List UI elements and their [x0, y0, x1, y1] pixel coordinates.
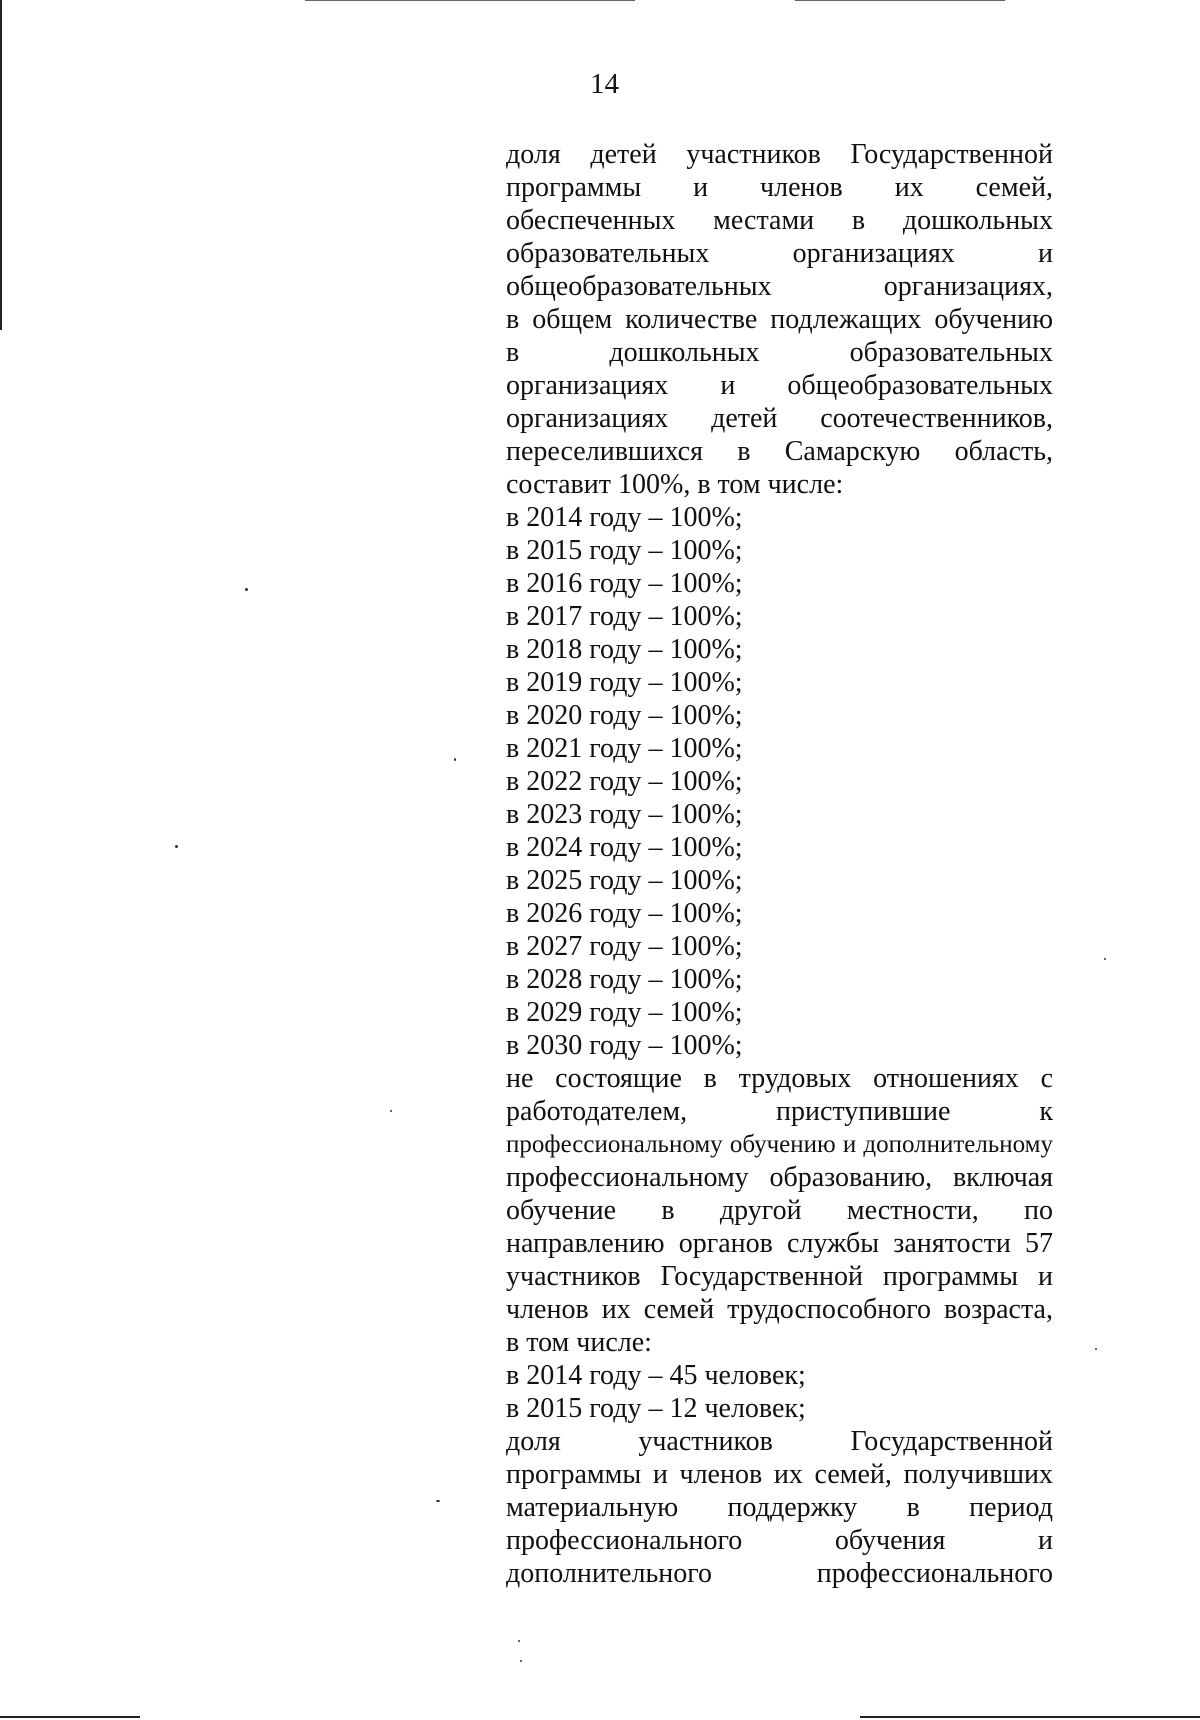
- text-line: в 2021 году – 100%;: [506, 733, 743, 764]
- text-line: профессиональному образованию, включая: [506, 1162, 1053, 1193]
- text-line: общеобразовательных организациях,: [506, 271, 1053, 302]
- text-line: образовательных организациях и: [506, 238, 1053, 269]
- text-line: доля детей участников Государственной: [506, 139, 1053, 170]
- text-line: в 2026 году – 100%;: [506, 898, 743, 929]
- text-line: в 2019 году – 100%;: [506, 667, 743, 698]
- text-line: в 2022 году – 100%;: [506, 766, 743, 797]
- text-line: в 2023 году – 100%;: [506, 799, 743, 830]
- page-number: 14: [590, 68, 619, 100]
- text-line: в 2028 году – 100%;: [506, 964, 743, 995]
- scan-speck: [518, 1640, 520, 1642]
- text-line: в том числе:: [506, 1327, 652, 1358]
- text-line: программы и членов их семей,: [506, 172, 1053, 203]
- text-line: составит 100%, в том числе:: [506, 469, 844, 500]
- text-line: обучение в другой местности, по: [506, 1195, 1053, 1226]
- text-line: профессиональному обучению и дополнительному: [506, 1131, 1053, 1158]
- scan-speck: [520, 1660, 522, 1662]
- scan-speck: [454, 758, 456, 761]
- scan-speck: [436, 1500, 440, 1502]
- text-line: в 2018 году – 100%;: [506, 634, 743, 665]
- text-line: в 2016 году – 100%;: [506, 568, 743, 599]
- text-line: в 2020 году – 100%;: [506, 700, 743, 731]
- text-line: профессионального обучения и: [506, 1525, 1053, 1556]
- scan-speck: [245, 588, 248, 591]
- text-line: обеспеченных местами в дошкольных: [506, 205, 1053, 236]
- text-line: членов их семей трудоспособного возраста,: [506, 1294, 1053, 1325]
- text-line: в 2017 году – 100%;: [506, 601, 743, 632]
- text-line: программы и членов их семей, получивших: [506, 1459, 1053, 1490]
- text-line: не состоящие в трудовых отношениях с: [506, 1063, 1053, 1094]
- scan-edge-bottom-right: [860, 1716, 1200, 1718]
- document-body: [506, 138, 1053, 1590]
- text-line: в 2029 году – 100%;: [506, 997, 743, 1028]
- text-line: в 2025 году – 100%;: [506, 865, 743, 896]
- scan-edge-bottom: [0, 1716, 140, 1718]
- text-line: организациях и общеобразовательных: [506, 370, 1053, 401]
- scan-edge-left: [0, 0, 2, 330]
- scan-speck: [1104, 958, 1106, 960]
- scan-speck: [1095, 1348, 1097, 1350]
- text-line: переселившихся в Самарскую область,: [506, 436, 1053, 467]
- scan-edge-top: [305, 0, 635, 1]
- text-line: в общем количестве подлежащих обучению: [506, 304, 1053, 335]
- scan-edge-top-right: [795, 0, 1005, 1]
- text-line: работодателем, приступившие к: [506, 1096, 1053, 1127]
- text-line: организациях детей соотечественников,: [506, 403, 1053, 434]
- text-line: в 2027 году – 100%;: [506, 931, 743, 962]
- text-line: в 2015 году – 12 человек;: [506, 1393, 806, 1424]
- text-line: в 2015 году – 100%;: [506, 535, 743, 566]
- text-line: участников Государственной программы и: [506, 1261, 1053, 1292]
- text-line: в 2030 году – 100%;: [506, 1030, 743, 1061]
- scan-speck: [390, 1110, 392, 1112]
- text-line: направлению органов службы занятости 57: [506, 1228, 1053, 1259]
- scan-speck: [175, 845, 178, 848]
- text-line: в 2014 году – 45 человек;: [506, 1360, 806, 1391]
- text-line: доля участников Государственной: [506, 1426, 1053, 1457]
- text-line: материальную поддержку в период: [506, 1492, 1053, 1523]
- text-line: в 2014 году – 100%;: [506, 502, 743, 533]
- text-line: в дошкольных образовательных: [506, 337, 1053, 368]
- text-line: дополнительного профессионального: [506, 1558, 1053, 1589]
- text-line: в 2024 году – 100%;: [506, 832, 743, 863]
